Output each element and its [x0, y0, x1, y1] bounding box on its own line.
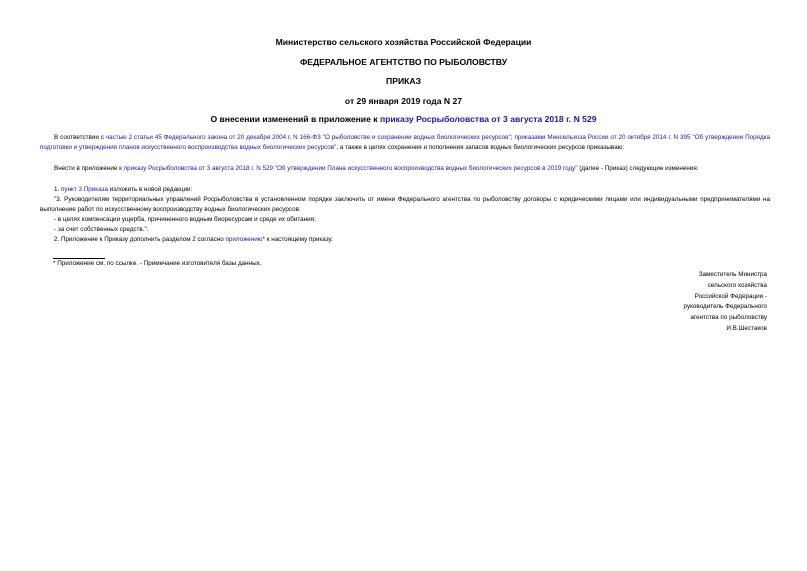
amendment-text-1: Внести в приложение к [54, 165, 124, 172]
item-1-number: 1. [54, 186, 62, 193]
amendment-text-2: (далее - Приказ) следующие изменения: [577, 165, 699, 172]
bullet-compensation: - в целях компенсации ущерба, причиненного водным биоресурсам и среде их обитания; [54, 216, 316, 223]
order-529-link[interactable]: приказу Росрыболовства от 3 августа 2018 г. N 529 [379, 114, 597, 124]
item-2-text-2: * к настоящему приказу. [262, 236, 333, 243]
signature-line: сельского хозяйства [707, 281, 767, 289]
minselkhoz-order-link[interactable]: приказами Минсельхоза России от 20 октября 2014 г. N 395 "Об утверждении Порядка подготовки и утверждения планов искусственного воспроизводства водных биологических ресурсов" [40, 134, 771, 151]
doc-type-heading: ПРИКАЗ [386, 76, 421, 86]
amendment-paragraph [40, 164, 770, 174]
item-2 [40, 235, 770, 245]
preamble-paragraph [40, 133, 770, 153]
appendix-link[interactable]: приложению [225, 236, 263, 243]
items-block [40, 185, 770, 245]
preamble-text-1: В соответствии с [54, 134, 106, 141]
preamble-text-3: , а также в целях сохранения и пополнения запасов водных биологических ресурсов приказываю: [336, 144, 625, 151]
signatory-name: И.В.Шестаков [726, 324, 767, 332]
preamble-text-2: ; [510, 134, 515, 141]
signature-line: руководитель Федерального [683, 303, 767, 311]
signature-block [684, 270, 767, 335]
item-1-quote: "3. Руководителям территориальных управлений Росрыболовства в установленном порядке заключить от имени Федерального агентства по рыболовству договоры с юридическими лицами или индивидуальными предпринимателями на выполнение работ по искусственному воспроизводству водных биологических ресурсов: [40, 196, 770, 213]
date-number-heading: от 29 января 2019 года N 27 [344, 96, 463, 106]
title-text: О внесении изменений в приложение к [210, 114, 380, 124]
signature-line: Российской Федерации - [694, 292, 767, 300]
document-title [0, 114, 807, 124]
federal-law-link[interactable]: частью 2 статьи 45 Федерального закона от 20 декабря 2004 г. N 166-ФЗ "О рыболовстве и сохранении водных биологических ресурсов" [105, 134, 511, 141]
signature-line: агентства по рыболовству [690, 314, 767, 322]
signature-line: Заместитель Министра [698, 271, 767, 278]
item-1 [40, 185, 770, 195]
footnote: * Приложение см. по ссылке. - Примечание изготовителя базы данных. [53, 260, 262, 267]
ministry-heading: Министерство сельского хозяйства Российской Федерации [275, 37, 532, 47]
point-3-link[interactable]: пункт 3 Приказа [61, 186, 109, 193]
agency-heading: ФЕДЕРАЛЬНОЕ АГЕНТСТВО ПО РЫБОЛОВСТВУ [299, 57, 508, 67]
bullet-own-funds: - за счет собственных средств.". [54, 226, 149, 233]
item-2-text-1: 2. Приложение к Приказу дополнить разделом 2 согласно [54, 236, 226, 243]
item-1-text: изложить в новой редакции: [108, 186, 193, 193]
plan-order-link[interactable]: приказу Росрыболовства от 3 августа 2018 г. N 529 "Об утверждении Плана искусственного воспроизводства водных биологических ресурсов в 2019 году" [123, 165, 578, 172]
